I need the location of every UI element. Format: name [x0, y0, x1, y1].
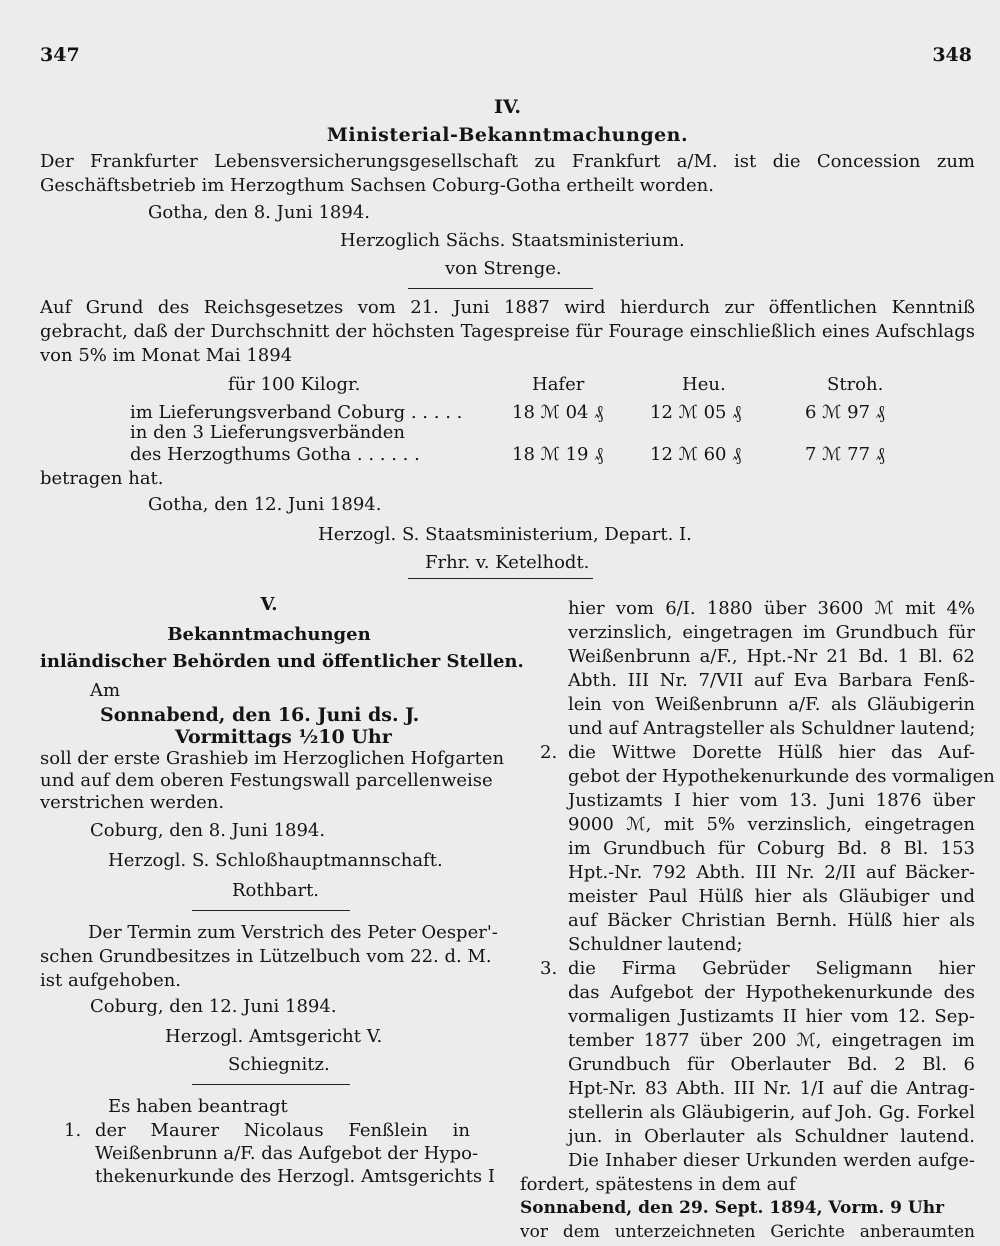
- notice-text-line: Weißenbrunn a/F. das Aufgebot der Hypo-: [95, 1143, 479, 1164]
- notice-text-line: hier vom 6/I. 1880 über 3600 ℳ mit 4%: [568, 598, 975, 619]
- table-row-label: des Herzogthums Gotha . . . . . .: [130, 444, 420, 465]
- notice-text-line: Abth. III Nr. 7/VII auf Eva Barbara Fenß-: [568, 670, 975, 691]
- notice-authority: Herzogl. Amtsgericht V.: [165, 1026, 383, 1047]
- notice-text-line: Justizamts I hier vom 13. Juni 1876 über: [568, 790, 975, 811]
- table-cell-hafer: 18 ℳ 19 ₰: [512, 444, 604, 465]
- notice1-place-date: Gotha, den 8. Juni 1894.: [148, 202, 371, 223]
- notice-text-line: gebot der Hypothekenurkunde des vormaligen: [568, 766, 995, 787]
- notice1-line-1: Der Frankfurter Lebensversicherungsgesellschaft zu Frankfurt a/M. ist die Concession zum: [40, 151, 975, 172]
- section-iv-roman: IV.: [494, 96, 521, 118]
- notice-signature: Schiegnitz.: [228, 1054, 330, 1075]
- notice-text-line: Hpt-Nr. 83 Abth. III Nr. 1/I auf die Antrag-: [568, 1078, 975, 1099]
- table-cell-stroh: 6 ℳ 97 ₰: [805, 402, 885, 423]
- section-iv-heading: Ministerial-Bekanntmachungen.: [326, 124, 689, 146]
- notice-text-line: schen Grundbesitzes in Lützelbuch vom 22. d. M.: [40, 946, 492, 967]
- table-cell-heu: 12 ℳ 05 ₰: [650, 402, 742, 423]
- notice-text-line: der Maurer Nicolaus Fenßlein in: [95, 1120, 470, 1141]
- notice-text-line: meister Paul Hülß hier als Gläubiger und: [568, 886, 975, 907]
- notice-text-line: vormaligen Justizamts II hier vom 12. Sep-: [568, 1006, 975, 1027]
- table-header-unit: für 100 Kilogr.: [228, 374, 361, 395]
- notice2-line-1: Auf Grund des Reichsgesetzes vom 21. Juni 1887 wird hierdurch zur öffentlichen Kenntniß: [40, 297, 975, 318]
- notice-text-line: die Wittwe Dorette Hülß hier das Auf-: [568, 742, 975, 763]
- notice2-place-date: Gotha, den 12. Juni 1894.: [148, 494, 382, 515]
- section-v-heading-2: inländischer Behörden und öffentlicher Stellen.: [40, 651, 524, 672]
- table-row-label: in den 3 Lieferungsverbänden: [130, 422, 406, 443]
- notice1-signature: von Strenge.: [445, 258, 562, 279]
- notice-text-line: die Firma Gebrüder Seligmann hier: [568, 958, 975, 979]
- notice2-authority: Herzogl. S. Staatsministerium, Depart. I.: [318, 524, 692, 545]
- table-header-stroh: Stroh.: [827, 374, 884, 395]
- notice-text-line: Hpt.-Nr. 792 Abth. III Nr. 2/II auf Bäcker-: [568, 862, 975, 883]
- table-header-hafer: Hafer: [532, 374, 585, 395]
- notice-text-line: Weißenbrunn a/F., Hpt.-Nr 21 Bd. 1 Bl. 62: [568, 646, 975, 667]
- notice-text-line: lein von Weißenbrunn a/F. als Gläubigerin: [568, 694, 975, 715]
- notice-am: Am: [90, 680, 121, 701]
- notice-text-line: fordert, spätestens in dem auf: [520, 1174, 796, 1195]
- item-number: 1.: [64, 1120, 82, 1141]
- divider: [192, 1084, 350, 1085]
- table-row-label: im Lieferungsverband Coburg . . . . .: [130, 402, 463, 423]
- notice-authority: Herzogl. S. Schloßhauptmannschaft.: [108, 850, 443, 871]
- notice-text-line: und auf Antragsteller als Schuldner lautend;: [568, 718, 976, 739]
- notice-text-line: thekenurkunde des Herzogl. Amtsgerichts I: [95, 1166, 495, 1187]
- notice2-signature: Frhr. v. Ketelhodt.: [425, 552, 590, 573]
- notice-text-line: stellerin als Gläubigerin, auf Joh. Gg. Forkel: [568, 1102, 975, 1123]
- notice-text-line: 9000 ℳ, mit 5% verzinslich, eingetragen: [568, 814, 975, 835]
- notice-place-date: Coburg, den 8. Juni 1894.: [90, 820, 326, 841]
- notice1-line-2: Geschäftsbetrieb im Herzogthum Sachsen Coburg-Gotha ertheilt worden.: [40, 175, 714, 196]
- notice-text-line: das Aufgebot der Hypothekenurkunde des: [568, 982, 975, 1003]
- notice-text-line: vor dem unterzeichneten Gerichte anberaumten: [520, 1222, 975, 1242]
- notice-text-line: soll der erste Grashieb im Herzoglichen Hofgarten: [40, 748, 505, 769]
- notice1-authority: Herzoglich Sächs. Staatsministerium.: [340, 230, 685, 251]
- notice-text-line: verzinslich, eingetragen im Grundbuch für: [568, 622, 975, 643]
- notice-text-line: und auf dem oberen Festungswall parcellenweise: [40, 770, 493, 791]
- notice-text-line: ist aufgehoben.: [40, 970, 182, 991]
- notice-deadline-date: Sonnabend, den 29. Sept. 1894, Vorm. 9 Uhr: [520, 1198, 945, 1218]
- notice-text-line: jun. in Oberlauter als Schuldner lautend.: [568, 1126, 975, 1147]
- table-header-heu: Heu.: [682, 374, 726, 395]
- notice-text-line: Der Termin zum Verstrich des Peter Oesper'-: [88, 922, 498, 943]
- notice-date-line-2: Vormittags ½10 Uhr: [175, 726, 392, 748]
- notice2-line-3: von 5% im Monat Mai 1894: [40, 345, 293, 366]
- notice-text-line: auf Bäcker Christian Bernh. Hülß hier als: [568, 910, 975, 931]
- page-number-right: 348: [932, 44, 972, 66]
- notice-intro: Es haben beantragt: [108, 1096, 288, 1117]
- notice2-line-2: gebracht, daß der Durchschnitt der höchsten Tagespreise für Fourage einschließlich eines Aufschlags: [40, 321, 975, 342]
- notice-date-line-1: Sonnabend, den 16. Juni ds. J.: [100, 704, 420, 726]
- notice-signature: Rothbart.: [232, 880, 320, 901]
- table-cell-heu: 12 ℳ 60 ₰: [650, 444, 742, 465]
- section-v-heading-1: Bekanntmachungen: [167, 624, 371, 645]
- divider: [192, 910, 350, 911]
- table-cell-hafer: 18 ℳ 04 ₰: [512, 402, 604, 423]
- notice-text-line: tember 1877 über 200 ℳ, eingetragen im: [568, 1030, 975, 1051]
- table-cell-stroh: 7 ℳ 77 ₰: [805, 444, 885, 465]
- divider: [408, 578, 593, 579]
- item-number: 2.: [540, 742, 558, 763]
- divider: [408, 288, 593, 289]
- page-number-left: 347: [40, 44, 80, 66]
- notice-text-line: Schuldner lautend;: [568, 934, 743, 955]
- notice-text-line: Grundbuch für Oberlauter Bd. 2 Bl. 6: [568, 1054, 975, 1075]
- notice2-closing: betragen hat.: [40, 468, 164, 489]
- notice-text-line: im Grundbuch für Coburg Bd. 8 Bl. 153: [568, 838, 975, 859]
- notice-text-line: Die Inhaber dieser Urkunden werden aufge-: [568, 1150, 975, 1171]
- section-v-roman: V.: [260, 594, 278, 615]
- notice-text-line: verstrichen werden.: [40, 792, 225, 813]
- notice-place-date: Coburg, den 12. Juni 1894.: [90, 996, 337, 1017]
- item-number: 3.: [540, 958, 558, 979]
